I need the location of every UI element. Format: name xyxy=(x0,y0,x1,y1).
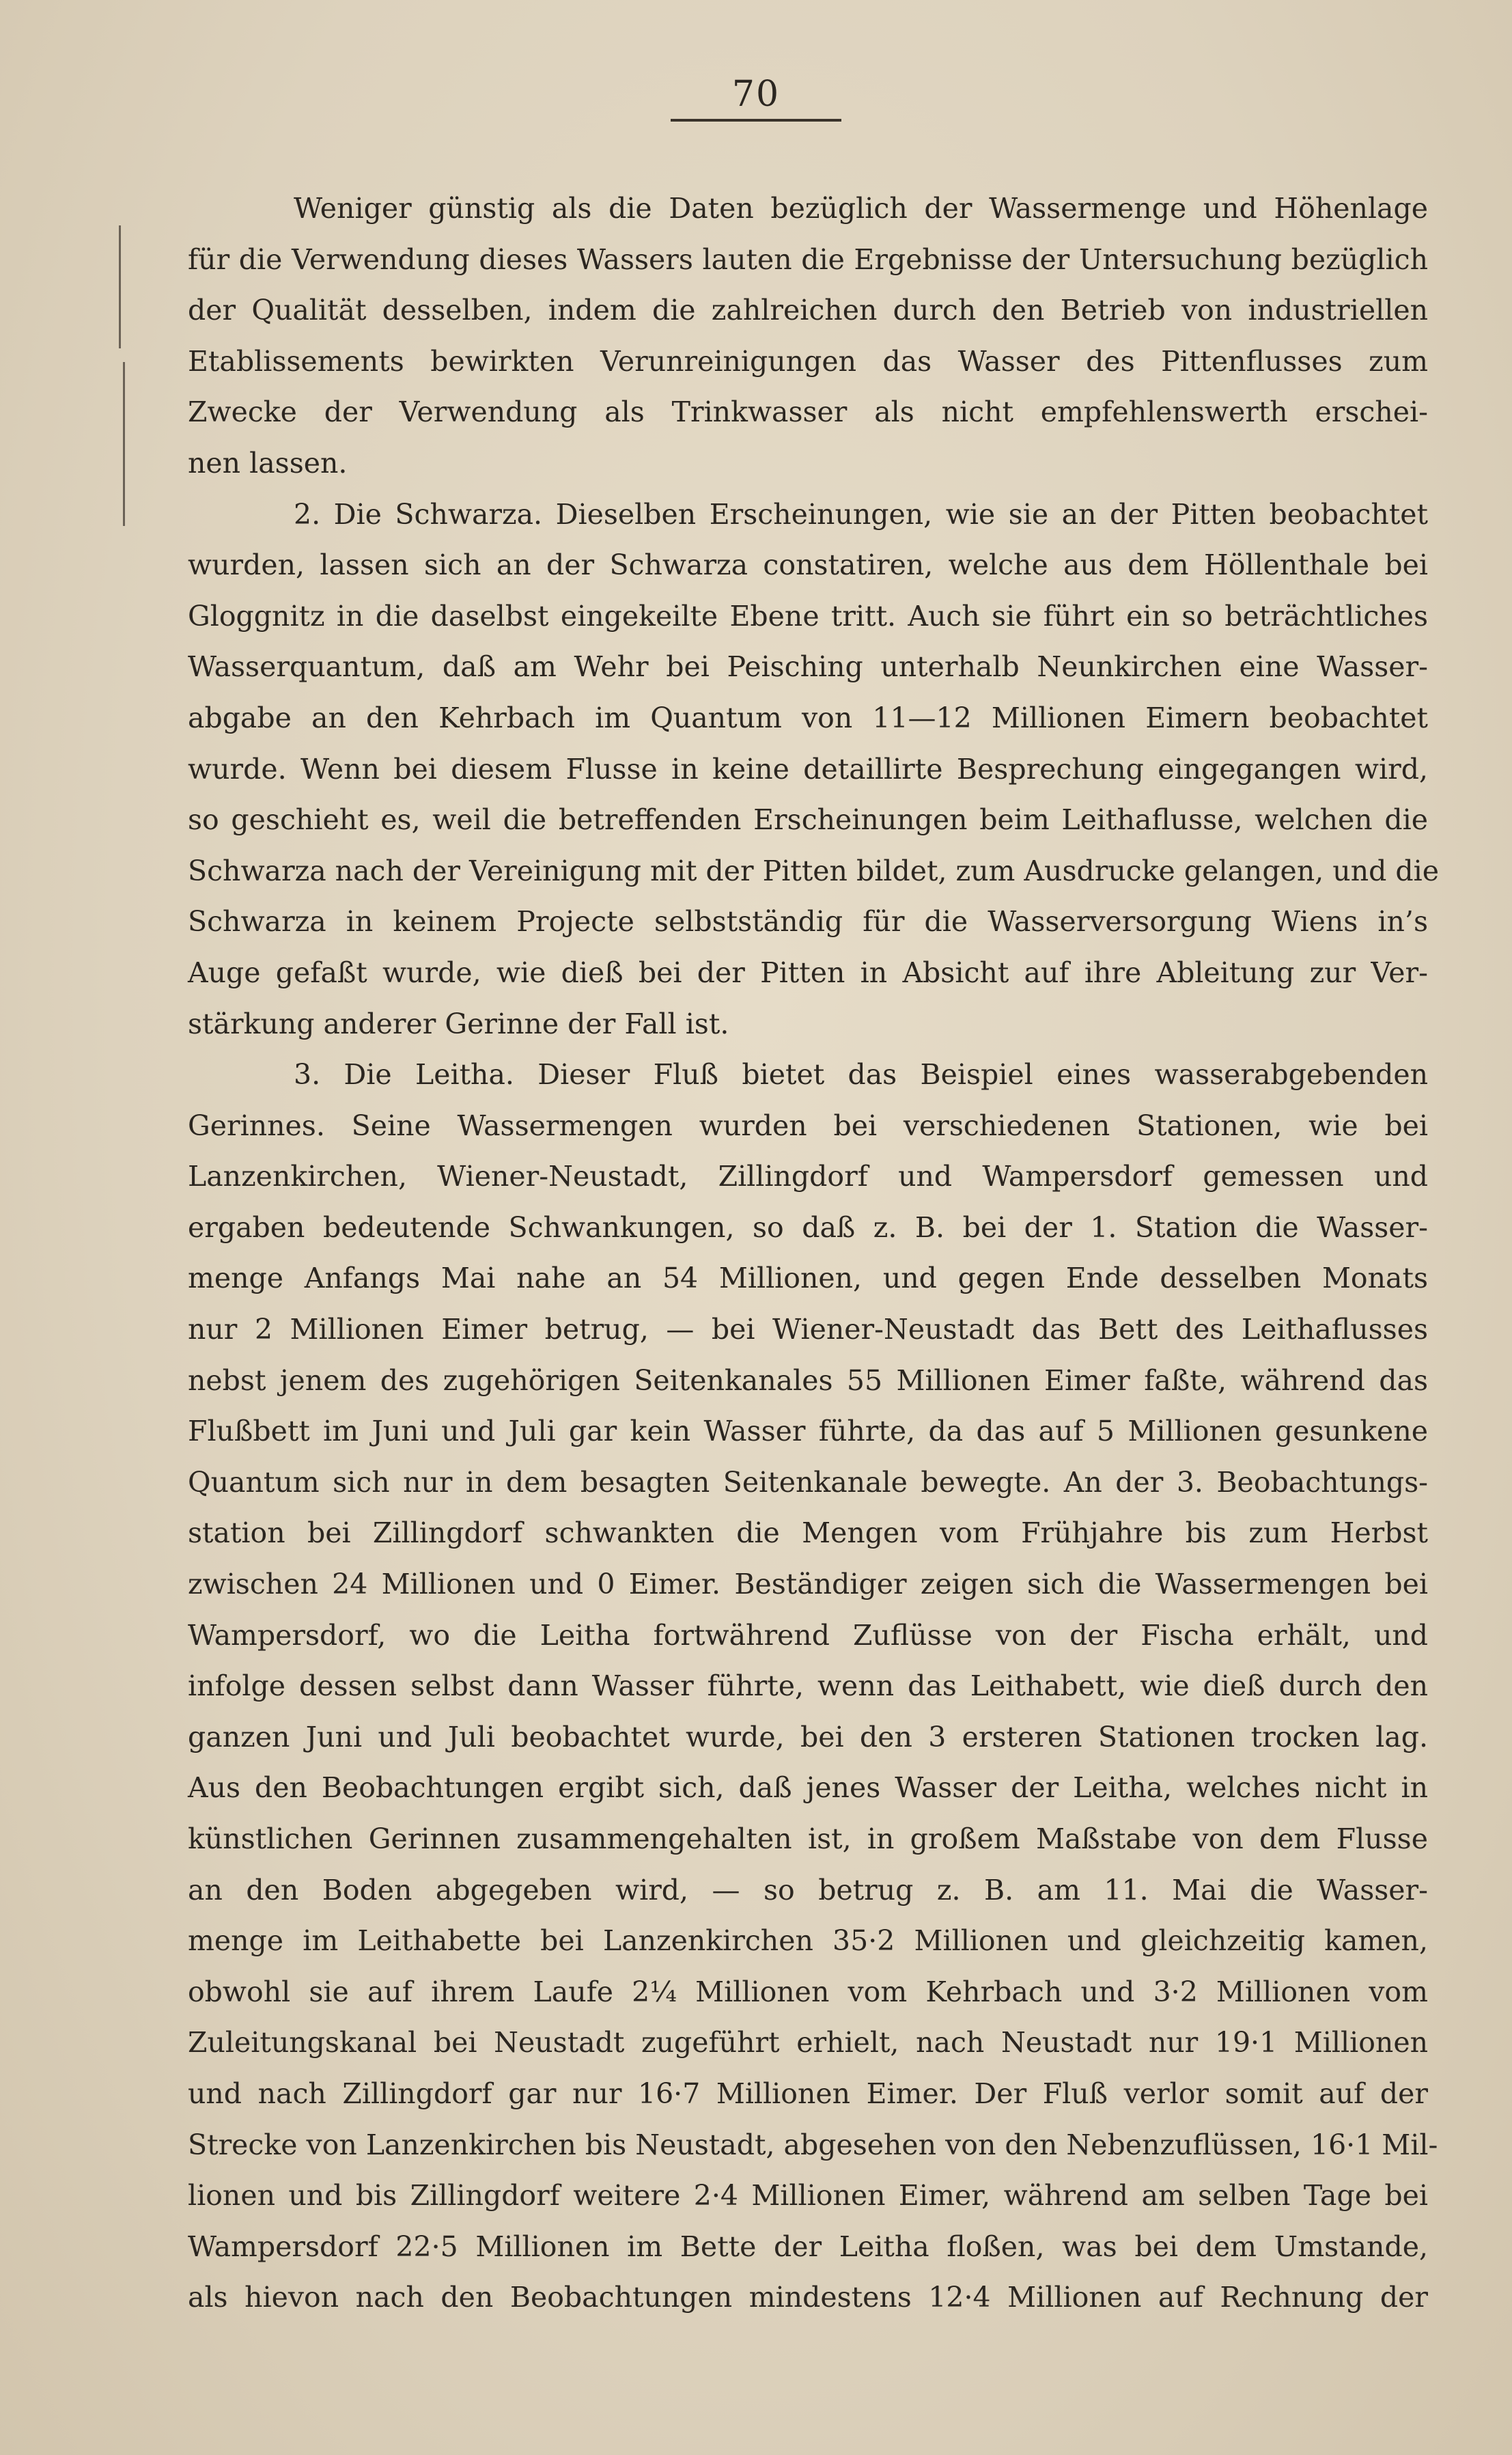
text-line: Flußbett im Juni und Juli gar kein Wasser führte, da das auf 5 Millionen gesunkene xyxy=(188,1415,1428,1448)
text-line: Wasserquantum, daß am Wehr bei Peisching unterhalb Neunkirchen eine Wasser- xyxy=(188,650,1428,684)
text-line: ganzen Juni und Juli beobachtet wurde, bei den 3 ersteren Stationen trocken lag. xyxy=(188,1720,1428,1753)
text-line: nebst jenem des zugehörigen Seitenkanales 55 Millionen Eimer faßte, während das xyxy=(188,1363,1428,1397)
text-line: Etablissements bewirkten Verunreinigungen das Wasser des Pittenflusses zum xyxy=(188,344,1428,378)
text-line: Strecke von Lanzenkirchen bis Neustadt, abgesehen von den Nebenzuflüssen, 16·1 Mil- xyxy=(188,2128,1438,2161)
text-line: künstlichen Gerinnen zusammengehalten ist, in großem Maßstabe von dem Flusse xyxy=(188,1822,1428,1855)
text-line: zwischen 24 Millionen und 0 Eimer. Beständiger zeigen sich die Wassermengen bei xyxy=(188,1568,1428,1601)
text-line: Gerinnes. Seine Wassermengen wurden bei verschiedenen Stationen, wie bei xyxy=(188,1109,1428,1142)
text-line: Aus den Beobachtungen ergibt sich, daß jenes Wasser der Leitha, welches nicht in xyxy=(188,1771,1428,1805)
text-line: Schwarza in keinem Projecte selbstständig für die Wasserversorgung Wiens in’s xyxy=(188,905,1428,939)
text-line: der Qualität desselben, indem die zahlreichen durch den Betrieb von industriellen xyxy=(188,294,1428,327)
text-line: Schwarza nach der Vereinigung mit der Pitten bildet, zum Ausdrucke gelangen, und die xyxy=(188,854,1440,887)
text-line: Zuleitungskanal bei Neustadt zugeführt erhielt, nach Neustadt nur 19·1 Millionen xyxy=(188,2026,1428,2059)
text-line: menge Anfangs Mai nahe an 54 Millionen, und gegen Ende desselben Monats xyxy=(188,1262,1428,1295)
page-number: 70 xyxy=(671,74,841,122)
text-line: wurden, lassen sich an der Schwarza constatiren, welche aus dem Höllenthale bei xyxy=(188,549,1428,582)
text-line: nen lassen. xyxy=(188,446,348,480)
text-line: für die Verwendung dieses Wassers lauten die Ergebnisse der Untersuchung bezüglich xyxy=(188,242,1428,276)
text-line: Lanzenkirchen, Wiener-Neustadt, Zillingdorf und Wampersdorf gemessen und xyxy=(188,1160,1428,1193)
text-line: menge im Leithabette bei Lanzenkirchen 35·2 Millionen und gleichzeitig kamen, xyxy=(188,1924,1428,1958)
text-line: als hievon nach den Beobachtungen mindestens 12·4 Millionen auf Rechnung der xyxy=(188,2281,1428,2314)
text-line: nur 2 Millionen Eimer betrug, — bei Wiener-Neustadt das Bett des Leithaflusses xyxy=(188,1313,1428,1346)
margin-pencil-marks xyxy=(116,225,130,526)
text-line: wurde. Wenn bei diesem Flusse in keine detaillirte Besprechung eingegangen wird, xyxy=(188,752,1428,786)
text-line: Zwecke der Verwendung als Trinkwasser als nicht empfehlenswerth erschei- xyxy=(188,396,1428,429)
text-line: ergaben bedeutende Schwankungen, so daß z. B. bei der 1. Station die Wasser- xyxy=(188,1210,1428,1244)
page-header xyxy=(0,74,1512,122)
text-line: obwohl sie auf ihrem Laufe 2¼ Millionen vom Kehrbach und 3·2 Millionen vom xyxy=(188,1975,1428,2008)
text-line: an den Boden abgegeben wird, — so betrug z. B. am 11. Mai die Wasser- xyxy=(188,1873,1428,1906)
text-line: Quantum sich nur in dem besagten Seitenkanale bewegte. An der 3. Beobachtungs- xyxy=(188,1465,1428,1499)
text-line: und nach Zillingdorf gar nur 16·7 Millionen Eimer. Der Fluß verlor somit auf der xyxy=(188,2077,1428,2110)
text-line: stärkung anderer Gerinne der Fall ist. xyxy=(188,1007,729,1040)
text-line: station bei Zillingdorf schwankten die Mengen vom Frühjahre bis zum Herbst xyxy=(188,1516,1428,1550)
text-line: Wampersdorf 22·5 Millionen im Bette der Leitha floßen, was bei dem Umstande, xyxy=(188,2230,1428,2263)
text-line: Auge gefaßt wurde, wie dieß bei der Pitten in Absicht auf ihre Ableitung zur Ver- xyxy=(188,956,1428,989)
text-line: 3. Die Leitha. Dieser Fluß bietet das Beispiel eines wasserabgebenden xyxy=(294,1058,1428,1092)
body-text xyxy=(188,183,1440,2323)
text-line: Weniger günstig als die Daten bezüglich der Wassermenge und Höhenlage xyxy=(294,192,1428,225)
text-line: infolge dessen selbst dann Wasser führte, wenn das Leithabett, wie dieß durch den xyxy=(188,1669,1428,1703)
text-line: so geschieht es, weil die betreffenden Erscheinungen beim Leithaflusse, welchen die xyxy=(188,803,1428,837)
text-line: lionen und bis Zillingdorf weitere 2·4 Millionen Eimer, während am selben Tage bei xyxy=(188,2179,1428,2213)
text-line: abgabe an den Kehrbach im Quantum von 11—12 Millionen Eimern beobachtet xyxy=(188,701,1428,734)
text-line: Gloggnitz in die daselbst eingekeilte Ebene tritt. Auch sie führt ein so beträchtliches xyxy=(188,599,1428,633)
text-line: 2. Die Schwarza. Dieselben Erscheinungen, wie sie an der Pitten beobachtet xyxy=(294,497,1428,531)
text-line: Wampersdorf, wo die Leitha fortwährend Zuflüsse von der Fischa erhält, und xyxy=(188,1618,1428,1652)
